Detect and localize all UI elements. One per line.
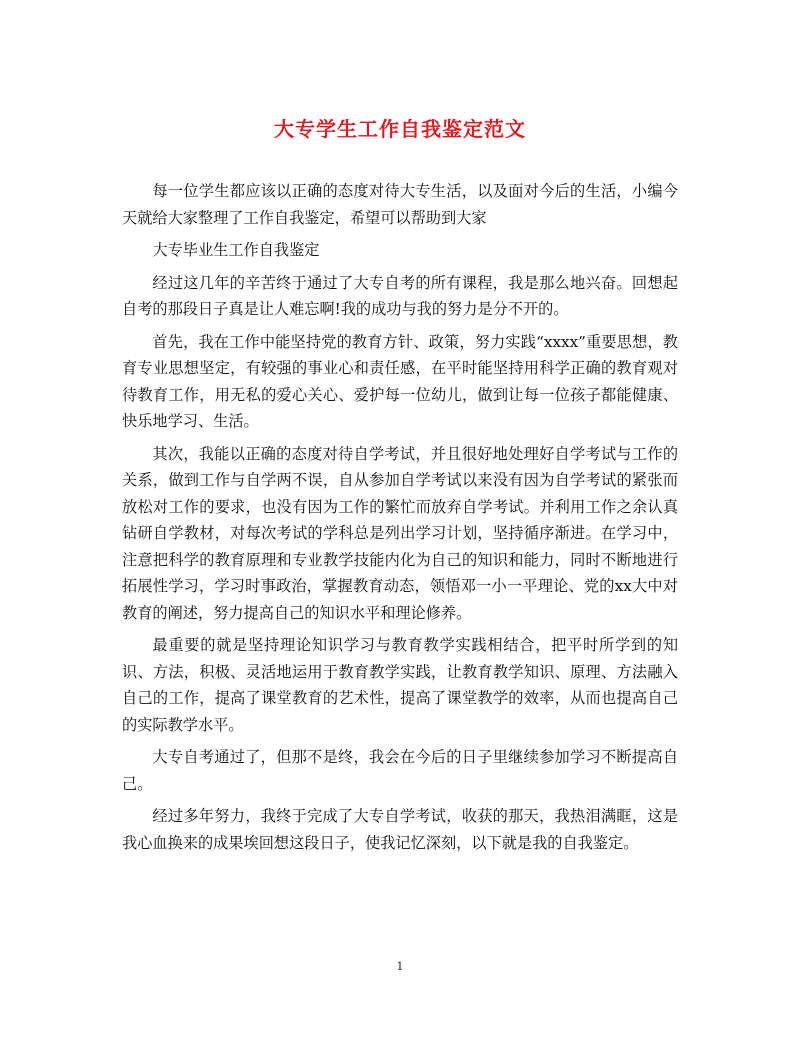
body-paragraph: 大专自考通过了，但那不是终，我会在今后的日子里继续参加学习不断提高自己。 [122,748,678,793]
page-number: 1 [396,960,404,973]
body-paragraph: 经过这几年的辛苦终于通过了大专自考的所有课程，我是那么地兴奋。回想起自考的那段日子真是让人难忘啊!我的成功与我的努力是分不开的。 [122,273,678,318]
document-title: 大专学生工作自我鉴定范文 [274,117,526,141]
section-heading: 大专毕业生工作自我鉴定 [152,241,320,259]
body-paragraph: 其次，我能以正确的态度对待自学考试，并且很好地处理好自学考试与工作的关系，做到工作与自学两不误，自从参加自学考试以来没有因为自学考试的紧张而放松对工作的要求，也没有因为工作的繁忙而放弃自学考试。并利用工作之余认真钻研自学教材，对每次考试的学科总是列出学习计划，坚持循序渐进。在学习中，注意把科学的教育原理和专业教学技能内化为自己的知识和能力，同时不断地进行拓展性学习，学习时事政治，掌握教育动态，领悟邓一小一平理论、党的xx大中对教育的阐述，努力提高自己的知识水平和理论修养。 [122,444,678,622]
body-paragraph: 最重要的就是坚持理论知识学习与教育教学实践相结合，把平时所学到的知识、方法，积极、灵活地运用于教育教学实践，让教育教学知识、原理、方法融入自己的工作，提高了课堂教育的艺术性，提高了课堂教学的效率，从而也提高自己的实际教学水平。 [122,636,678,734]
intro-paragraph: 每一位学生都应该以正确的态度对待大专生活，以及面对今后的生活，小编今天就给大家整理了工作自我鉴定，希望可以帮助到大家 [122,182,678,227]
body-paragraph: 经过多年努力，我终于完成了大专自学考试，收获的那天，我热泪满眶，这是我心血换来的成果埃回想这段日子，使我记忆深刻，以下就是我的自我鉴定。 [122,807,678,852]
document-body [122,178,678,856]
body-paragraph: 首先，我在工作中能坚持党的教育方针、政策，努力实践“xxxx”重要思想，教育专业思想坚定，有较强的事业心和责任感，在平时能坚持用科学正确的教育观对待教育工作，用无私的爱心关心、爱护每一位幼儿，做到让每一位孩子都能健康、快乐地学习、生活。 [122,332,678,430]
